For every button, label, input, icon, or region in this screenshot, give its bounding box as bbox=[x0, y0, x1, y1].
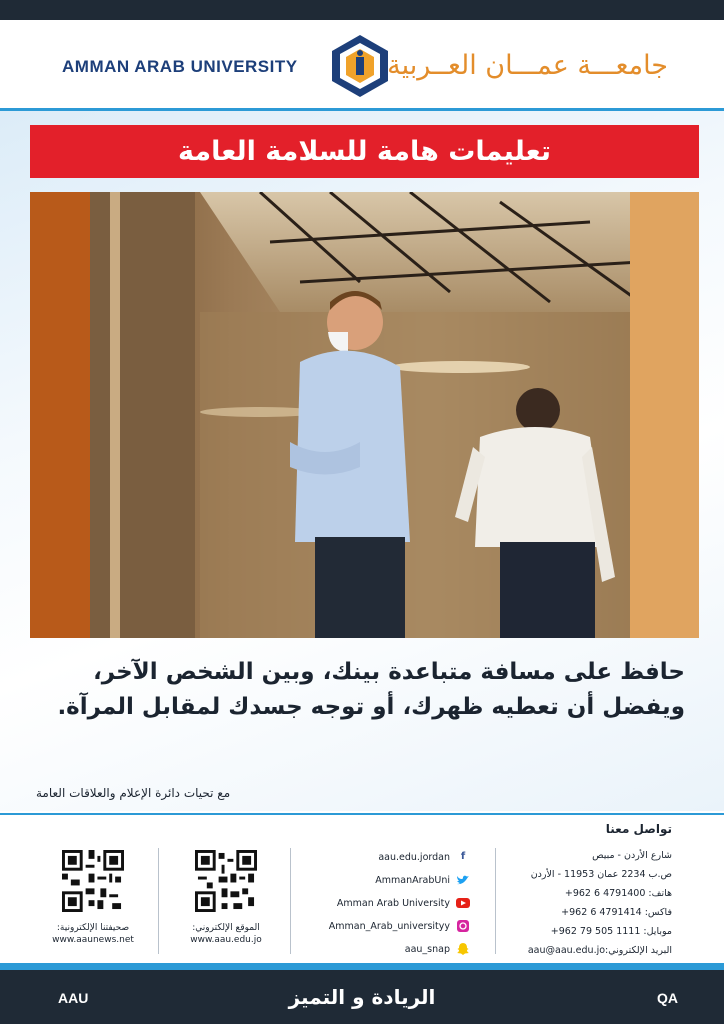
website-qr-caption-title: الموقع الإلكتروني: bbox=[192, 923, 260, 933]
social-snapchat[interactable] bbox=[405, 940, 470, 958]
page-title: تعليمات هامة للسلامة العامة bbox=[30, 125, 699, 178]
contact-address: شارع الأردن - مبيص bbox=[592, 850, 672, 861]
university-arabic-name: جامعـــة عمـــان العــربية bbox=[387, 50, 668, 81]
contact-mobile: موبايل: 1111 505 79 962+ bbox=[550, 926, 672, 937]
contact-phone: هاتف: 4791400 6 962+ bbox=[564, 888, 672, 899]
contact-po-box: ص.ب 2234 عمان 11953 - الأردن bbox=[530, 869, 672, 880]
social-youtube[interactable] bbox=[337, 894, 470, 912]
social-twitter-label: AmmanArabUni bbox=[375, 874, 450, 886]
newspaper-qr-caption bbox=[38, 922, 148, 946]
qr-code-icon bbox=[195, 850, 257, 912]
instagram-icon bbox=[456, 919, 470, 933]
newspaper-qr-caption-title: صحيفتنا الإلكترونية: bbox=[56, 923, 130, 933]
aau-mark: AAU bbox=[58, 990, 89, 1006]
qr-code-icon bbox=[62, 850, 124, 912]
slogan: الريادة و التميز bbox=[288, 985, 436, 1009]
website-qr[interactable] bbox=[171, 850, 281, 946]
twitter-icon bbox=[456, 873, 470, 887]
safety-caption bbox=[30, 655, 685, 725]
contact-email[interactable]: البريد الإلكتروني:aau@aau.edu.jo bbox=[527, 945, 672, 956]
social-youtube-label: Amman Arab University bbox=[336, 897, 450, 909]
social-snapchat-label: aau_snap bbox=[404, 943, 450, 955]
social-twitter[interactable] bbox=[375, 871, 470, 889]
caption-line-2: ويفضل أن تعطيه ظهرك، أو توجه جسدك لمقابل المرآة. bbox=[57, 694, 685, 720]
bottom-accent-bar bbox=[0, 963, 724, 970]
footer-divider bbox=[0, 813, 724, 815]
footer-separator bbox=[290, 848, 291, 954]
university-english-name: AMMAN ARAB UNIVERSITY bbox=[62, 57, 298, 76]
social-instagram-label: Amman_Arab_universityy bbox=[328, 920, 450, 932]
website-qr-caption bbox=[171, 922, 281, 946]
footer-separator bbox=[158, 848, 159, 954]
header bbox=[0, 20, 724, 108]
youtube-icon bbox=[456, 896, 470, 910]
university-logo-icon bbox=[330, 33, 390, 99]
caption-line-1: حافظ على مسافة متباعدة بينك، وبين الشخص الآخر، bbox=[93, 659, 685, 685]
snapchat-icon bbox=[456, 942, 470, 956]
top-bar bbox=[0, 0, 724, 20]
website-url[interactable]: www.aau.edu.jo bbox=[190, 935, 262, 945]
social-facebook-label: aau.edu.jordan bbox=[378, 851, 450, 863]
social-facebook[interactable] bbox=[378, 848, 470, 866]
newspaper-url[interactable]: www.aaunews.net bbox=[52, 935, 134, 945]
social-instagram[interactable] bbox=[329, 917, 470, 935]
qa-mark: QA bbox=[657, 990, 678, 1006]
facebook-icon: f bbox=[460, 851, 466, 862]
footer-separator bbox=[495, 848, 496, 954]
contact-info bbox=[472, 846, 672, 960]
credit-text: مع تحيات دائرة الإعلام والعلاقات العامة bbox=[36, 786, 231, 800]
contact-title: تواصل معنا bbox=[605, 822, 672, 836]
newspaper-qr[interactable] bbox=[38, 850, 148, 946]
elevator-photo bbox=[30, 192, 699, 638]
contact-fax: فاكس: 4791414 6 962+ bbox=[561, 907, 672, 918]
